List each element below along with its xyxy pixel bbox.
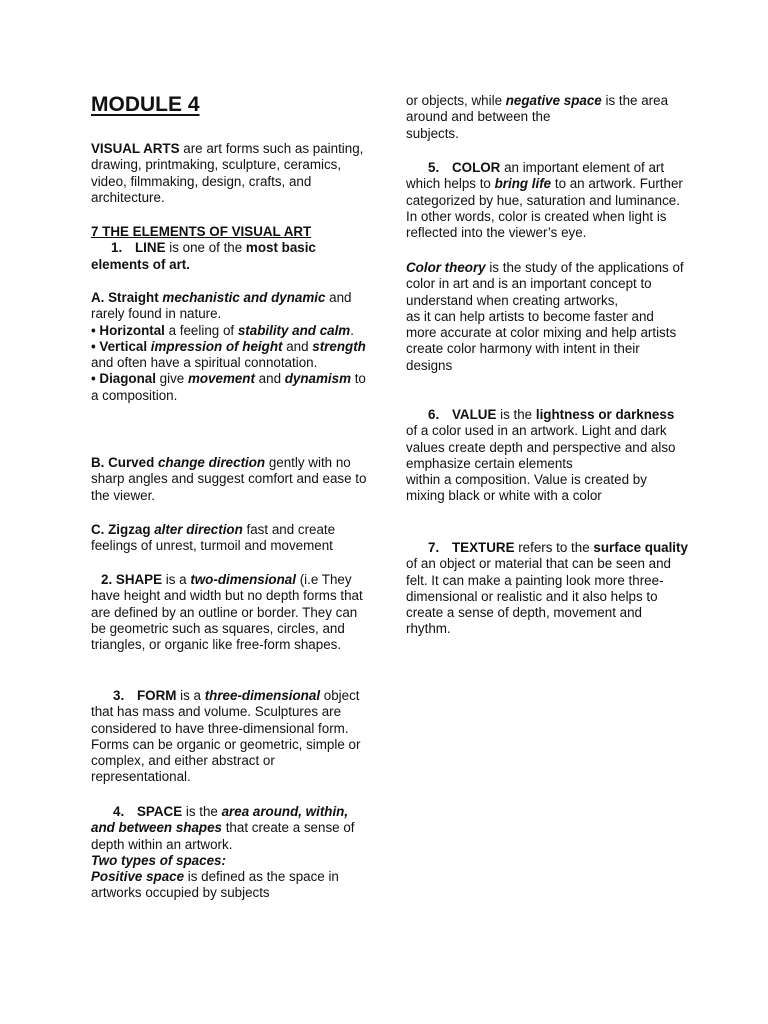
texture-refers: refers to the <box>514 540 594 555</box>
negative-space-term: negative space <box>505 93 602 108</box>
color-text-a: an important element of art which helps to <box>406 160 665 192</box>
vertical-term: • Vertical <box>91 338 151 354</box>
curved-line <box>91 455 369 504</box>
curved-term: B. Curved <box>91 455 158 470</box>
element-value <box>406 407 688 505</box>
color-lead <box>406 160 500 175</box>
zigzag-line <box>91 522 369 555</box>
diagonal-and: and <box>254 371 285 387</box>
value-text: of a color used in an artwork. Light and dark values create depth and perspective and also emphasize certain elements <box>406 423 676 471</box>
shape-text: (i.e They have height and width but no depth forms that are defined by an outline or border. They can be geometric such as squares, circles, and triangles, or organic like free-form shapes. <box>91 572 363 653</box>
two-types-heading: Two types of spaces: <box>91 852 226 868</box>
texture-number: 7. <box>428 540 440 555</box>
diagonal-line <box>91 371 366 402</box>
straight-text: and rarely found in nature. <box>91 290 352 322</box>
vertical-line <box>91 339 366 370</box>
form-lead <box>91 688 176 703</box>
shape-emphasis: two-dimensional <box>190 572 296 587</box>
color-theory-text-b: as it can help artists to become faster and more accurate at color mixing and help artists create color harmony with intent in their designs <box>406 308 677 373</box>
curved-emphasis: change direction <box>157 455 266 470</box>
positive-space-text: is defined as the space in artworks occupied by subjects <box>91 869 339 901</box>
shape-is-a: is a <box>162 572 191 587</box>
value-term: VALUE <box>452 407 497 422</box>
value-lead <box>406 407 496 422</box>
curved-text: gently with no sharp angles and suggest comfort and ease to the viewer. <box>91 455 367 503</box>
line-term: LINE <box>135 240 166 256</box>
horizontal-end: . <box>350 322 354 338</box>
horizontal-line <box>91 323 354 338</box>
vertical-text: and often have a spiritual connotation. <box>91 355 318 371</box>
negative-space <box>406 93 688 142</box>
space-lead <box>91 804 182 819</box>
form-number: 3. <box>113 688 125 703</box>
space-text: that create a sense of depth within an artwork. <box>91 820 355 852</box>
color-number: 5. <box>428 160 440 175</box>
diagonal-text: to a composition. <box>91 371 366 403</box>
form-is-a: is a <box>176 688 205 703</box>
shape-term: 2. SHAPE <box>101 572 163 587</box>
color-emphasis: bring life <box>494 176 552 192</box>
texture-term: TEXTURE <box>452 540 515 555</box>
texture-text: of an object or material that can be seen and felt. It can make a painting look more three-dimensional or realistic and it also helps to create a sense of depth, movement and rhythm. <box>406 556 672 637</box>
diagonal-movement: movement <box>187 371 255 387</box>
positive-space-term: Positive space <box>91 869 185 885</box>
vertical-and: and <box>282 338 313 354</box>
negative-space-text: is the area around and between the <box>406 93 669 125</box>
visual-arts-intro <box>91 141 369 206</box>
value-text-b: within a composition. Value is created by mixing black or white with a color <box>406 472 647 504</box>
element-line <box>91 240 316 271</box>
elements-section <box>91 224 369 273</box>
negative-lead: or objects, while <box>406 93 506 108</box>
negative-space-end: subjects. <box>406 125 459 141</box>
horizontal-term: • Horizontal <box>91 322 165 338</box>
straight-line <box>91 290 351 321</box>
line-types <box>91 290 369 404</box>
diagonal-give: give <box>155 371 188 387</box>
element-shape <box>91 572 369 653</box>
line-number: 1. <box>111 240 123 256</box>
diagonal-term: • Diagonal <box>91 371 156 387</box>
color-theory <box>406 260 688 374</box>
diagonal-dynamism: dynamism <box>284 371 351 387</box>
line-text: is one of the <box>165 240 246 256</box>
element-space <box>91 804 369 902</box>
horizontal-emphasis: stability and calm <box>237 322 351 338</box>
element-form <box>91 688 369 786</box>
form-text: object that has mass and volume. Sculptures are considered to have three-dimensional form. Forms can be organic or geometric, simple or complex, and either abstract or representational. <box>91 688 361 785</box>
texture-emphasis: surface quality <box>593 540 688 555</box>
elements-heading: 7 THE ELEMENTS OF VISUAL ART <box>91 224 312 239</box>
color-text-b: to an artwork. Further categorized by hue, saturation and luminance. In other words, color is created when light is reflected into the viewer’s eye. <box>406 176 683 241</box>
zigzag-text: fast and create feelings of unrest, turmoil and movement <box>91 522 336 554</box>
line-emphasis: most basic elements of art. <box>91 240 316 272</box>
zigzag-emphasis: alter direction <box>154 522 243 537</box>
value-number: 6. <box>428 407 440 422</box>
element-color <box>406 160 688 241</box>
intro-term: VISUAL ARTS <box>91 141 180 156</box>
zigzag-term: C. Zigzag <box>91 522 155 537</box>
value-is-the: is the <box>496 407 536 422</box>
value-emphasis: lightness or darkness <box>535 407 675 422</box>
vertical-strength: strength <box>312 338 366 354</box>
form-term: FORM <box>137 688 177 703</box>
color-term: COLOR <box>452 160 501 175</box>
space-term: SPACE <box>137 804 183 819</box>
space-emphasis: area around, within, and between shapes <box>91 804 349 836</box>
form-emphasis: three-dimensional <box>204 688 321 703</box>
space-is-the: is the <box>182 804 222 819</box>
vertical-emphasis: impression of height <box>150 338 283 354</box>
intro-text: are art forms such as painting, drawing, printmaking, sculpture, ceramics, video, filmmaking, design, crafts, and architecture. <box>91 141 364 205</box>
page-title: MODULE 4 <box>91 93 200 116</box>
straight-emphasis: mechanistic and dynamic <box>162 290 326 305</box>
element-texture <box>406 540 688 638</box>
straight-term: A. Straight <box>91 290 163 305</box>
color-theory-term: Color theory <box>406 260 486 275</box>
space-number: 4. <box>113 804 125 819</box>
texture-lead <box>406 540 515 555</box>
color-theory-text: is the study of the applications of color in art and is an important concept to understand when creating artworks, <box>406 260 684 308</box>
horizontal-text: a feeling of <box>164 322 238 338</box>
